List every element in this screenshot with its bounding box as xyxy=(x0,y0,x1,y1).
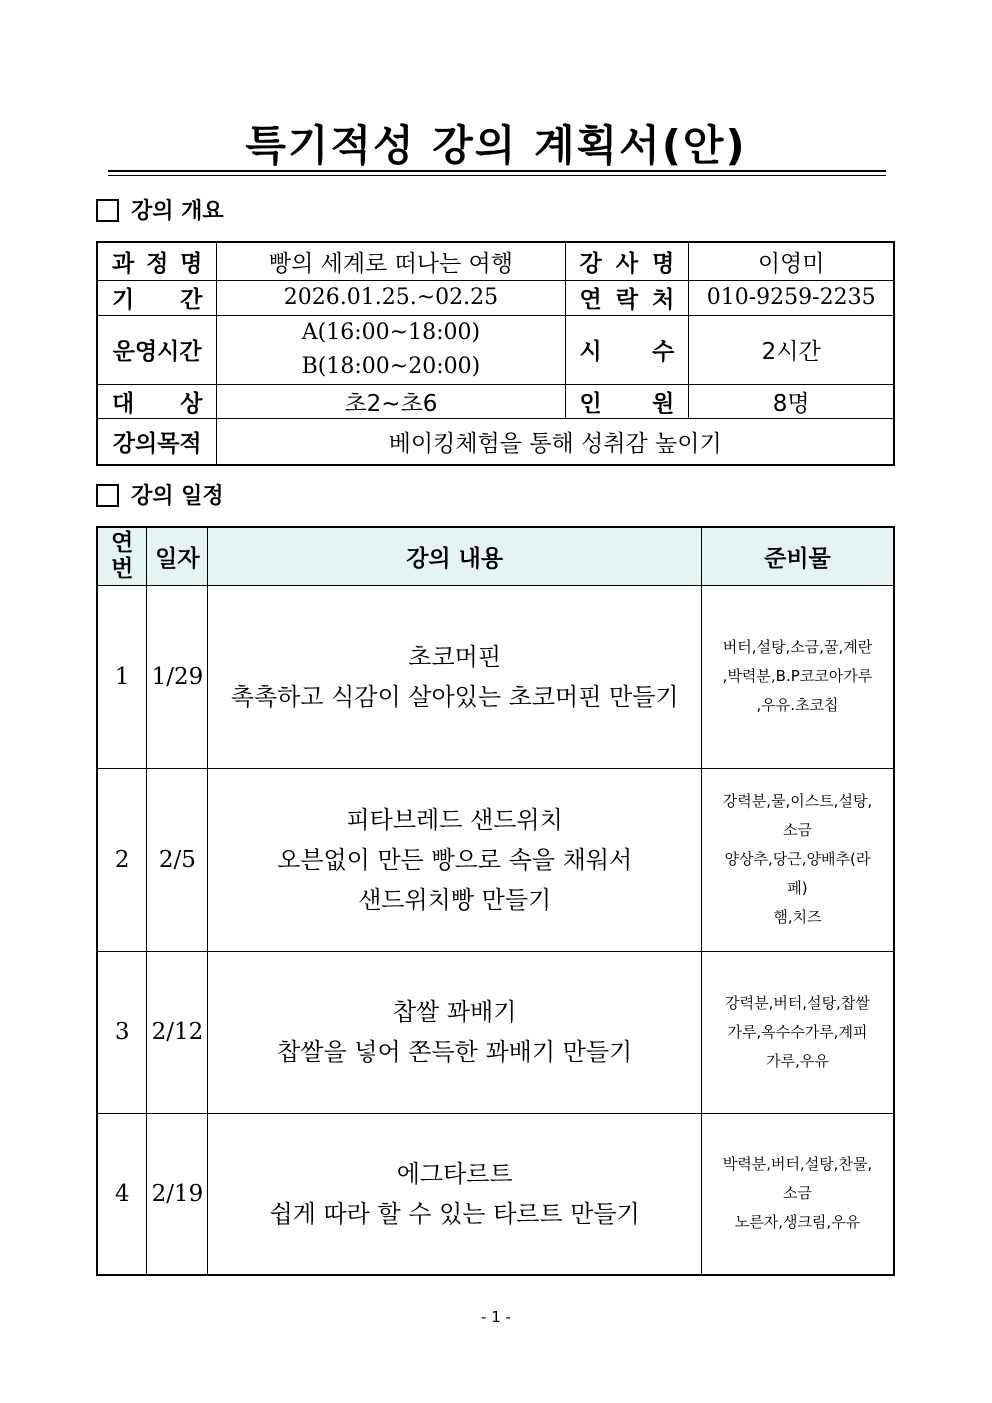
checkbox-square-icon xyxy=(96,199,119,222)
document-title: 특기적성 강의 계획서(안) xyxy=(245,121,747,170)
instructor-value: 이영미 xyxy=(689,242,894,280)
row-content: 피타브레드 샌드위치 오븐없이 만든 빵으로 속을 채워서 샌드위치빵 만들기 xyxy=(208,768,702,951)
section-heading-overview: 강의 개요 xyxy=(96,197,224,227)
title-underline-thin xyxy=(108,175,886,176)
row-content: 찹쌀 꽈배기 찹쌀을 넣어 쫀득한 꽈배기 만들기 xyxy=(208,951,702,1113)
contact-label: 연 락 처 xyxy=(565,280,689,315)
contact-value: 010-9259-2235 xyxy=(689,280,894,315)
header-content: 강의 내용 xyxy=(208,527,702,585)
row-materials: 강력분,물,이스트,설탕, 소금 양상추,당근,양배추(라 페) 햄,치즈 xyxy=(701,768,894,951)
period-value: 2026.01.25.~02.25 xyxy=(217,280,565,315)
people-label: 인 원 xyxy=(565,384,689,418)
row-date: 2/5 xyxy=(147,768,208,951)
section-heading-schedule: 강의 일정 xyxy=(96,482,224,512)
header-materials: 준비물 xyxy=(701,527,894,585)
row-materials: 강력분,버터,설탕,찹쌀 가루,옥수수가루,계피 가루,우유 xyxy=(701,951,894,1113)
course-label: 과 정 명 xyxy=(97,242,217,280)
checkbox-square-icon xyxy=(96,484,119,507)
purpose-label: 강의목적 xyxy=(97,418,217,465)
hours-label: 시 수 xyxy=(565,315,689,384)
time-label: 운영시간 xyxy=(97,315,217,384)
row-content: 에그타르트 쉽게 따라 할 수 있는 타르트 만들기 xyxy=(208,1113,702,1275)
time-value xyxy=(217,315,565,384)
row-no: 2 xyxy=(97,768,147,951)
instructor-label: 강 사 명 xyxy=(565,242,689,280)
header-no: 연 번 xyxy=(97,527,147,585)
page-number: - 1 - xyxy=(481,1308,511,1326)
target-label: 대 상 xyxy=(97,384,217,418)
target-value: 초2~초6 xyxy=(217,384,565,418)
row-date: 1/29 xyxy=(147,585,208,768)
table-row xyxy=(97,768,894,951)
row-no: 3 xyxy=(97,951,147,1113)
table-row xyxy=(97,585,894,768)
row-no: 4 xyxy=(97,1113,147,1275)
period-label: 기 간 xyxy=(97,280,217,315)
hours-value: 2시간 xyxy=(689,315,894,384)
row-materials: 버터,설탕,소금,꿀,계란 ,박력분,B.P코코아가루 ,우유.초코칩 xyxy=(701,585,894,768)
table-row xyxy=(97,1113,894,1275)
schedule-table xyxy=(96,526,895,1276)
row-materials: 박력분,버터,설탕,찬물, 소금 노른자,생크림,우유 xyxy=(701,1113,894,1275)
overview-table xyxy=(96,241,895,466)
row-date: 2/19 xyxy=(147,1113,208,1275)
time-value-b: B(18:00~20:00) xyxy=(301,353,481,379)
course-value: 빵의 세계로 떠나는 여행 xyxy=(217,242,565,280)
table-row xyxy=(97,951,894,1113)
row-no: 1 xyxy=(97,585,147,768)
people-value: 8명 xyxy=(689,384,894,418)
row-content: 초코머핀 촉촉하고 식감이 살아있는 초코머핀 만들기 xyxy=(208,585,702,768)
purpose-value: 베이킹체험을 통해 성취감 높이기 xyxy=(217,418,894,465)
time-value-a: A(16:00~18:00) xyxy=(301,319,481,345)
title-underline xyxy=(108,170,886,172)
header-date: 일자 xyxy=(147,527,208,585)
row-date: 2/12 xyxy=(147,951,208,1113)
